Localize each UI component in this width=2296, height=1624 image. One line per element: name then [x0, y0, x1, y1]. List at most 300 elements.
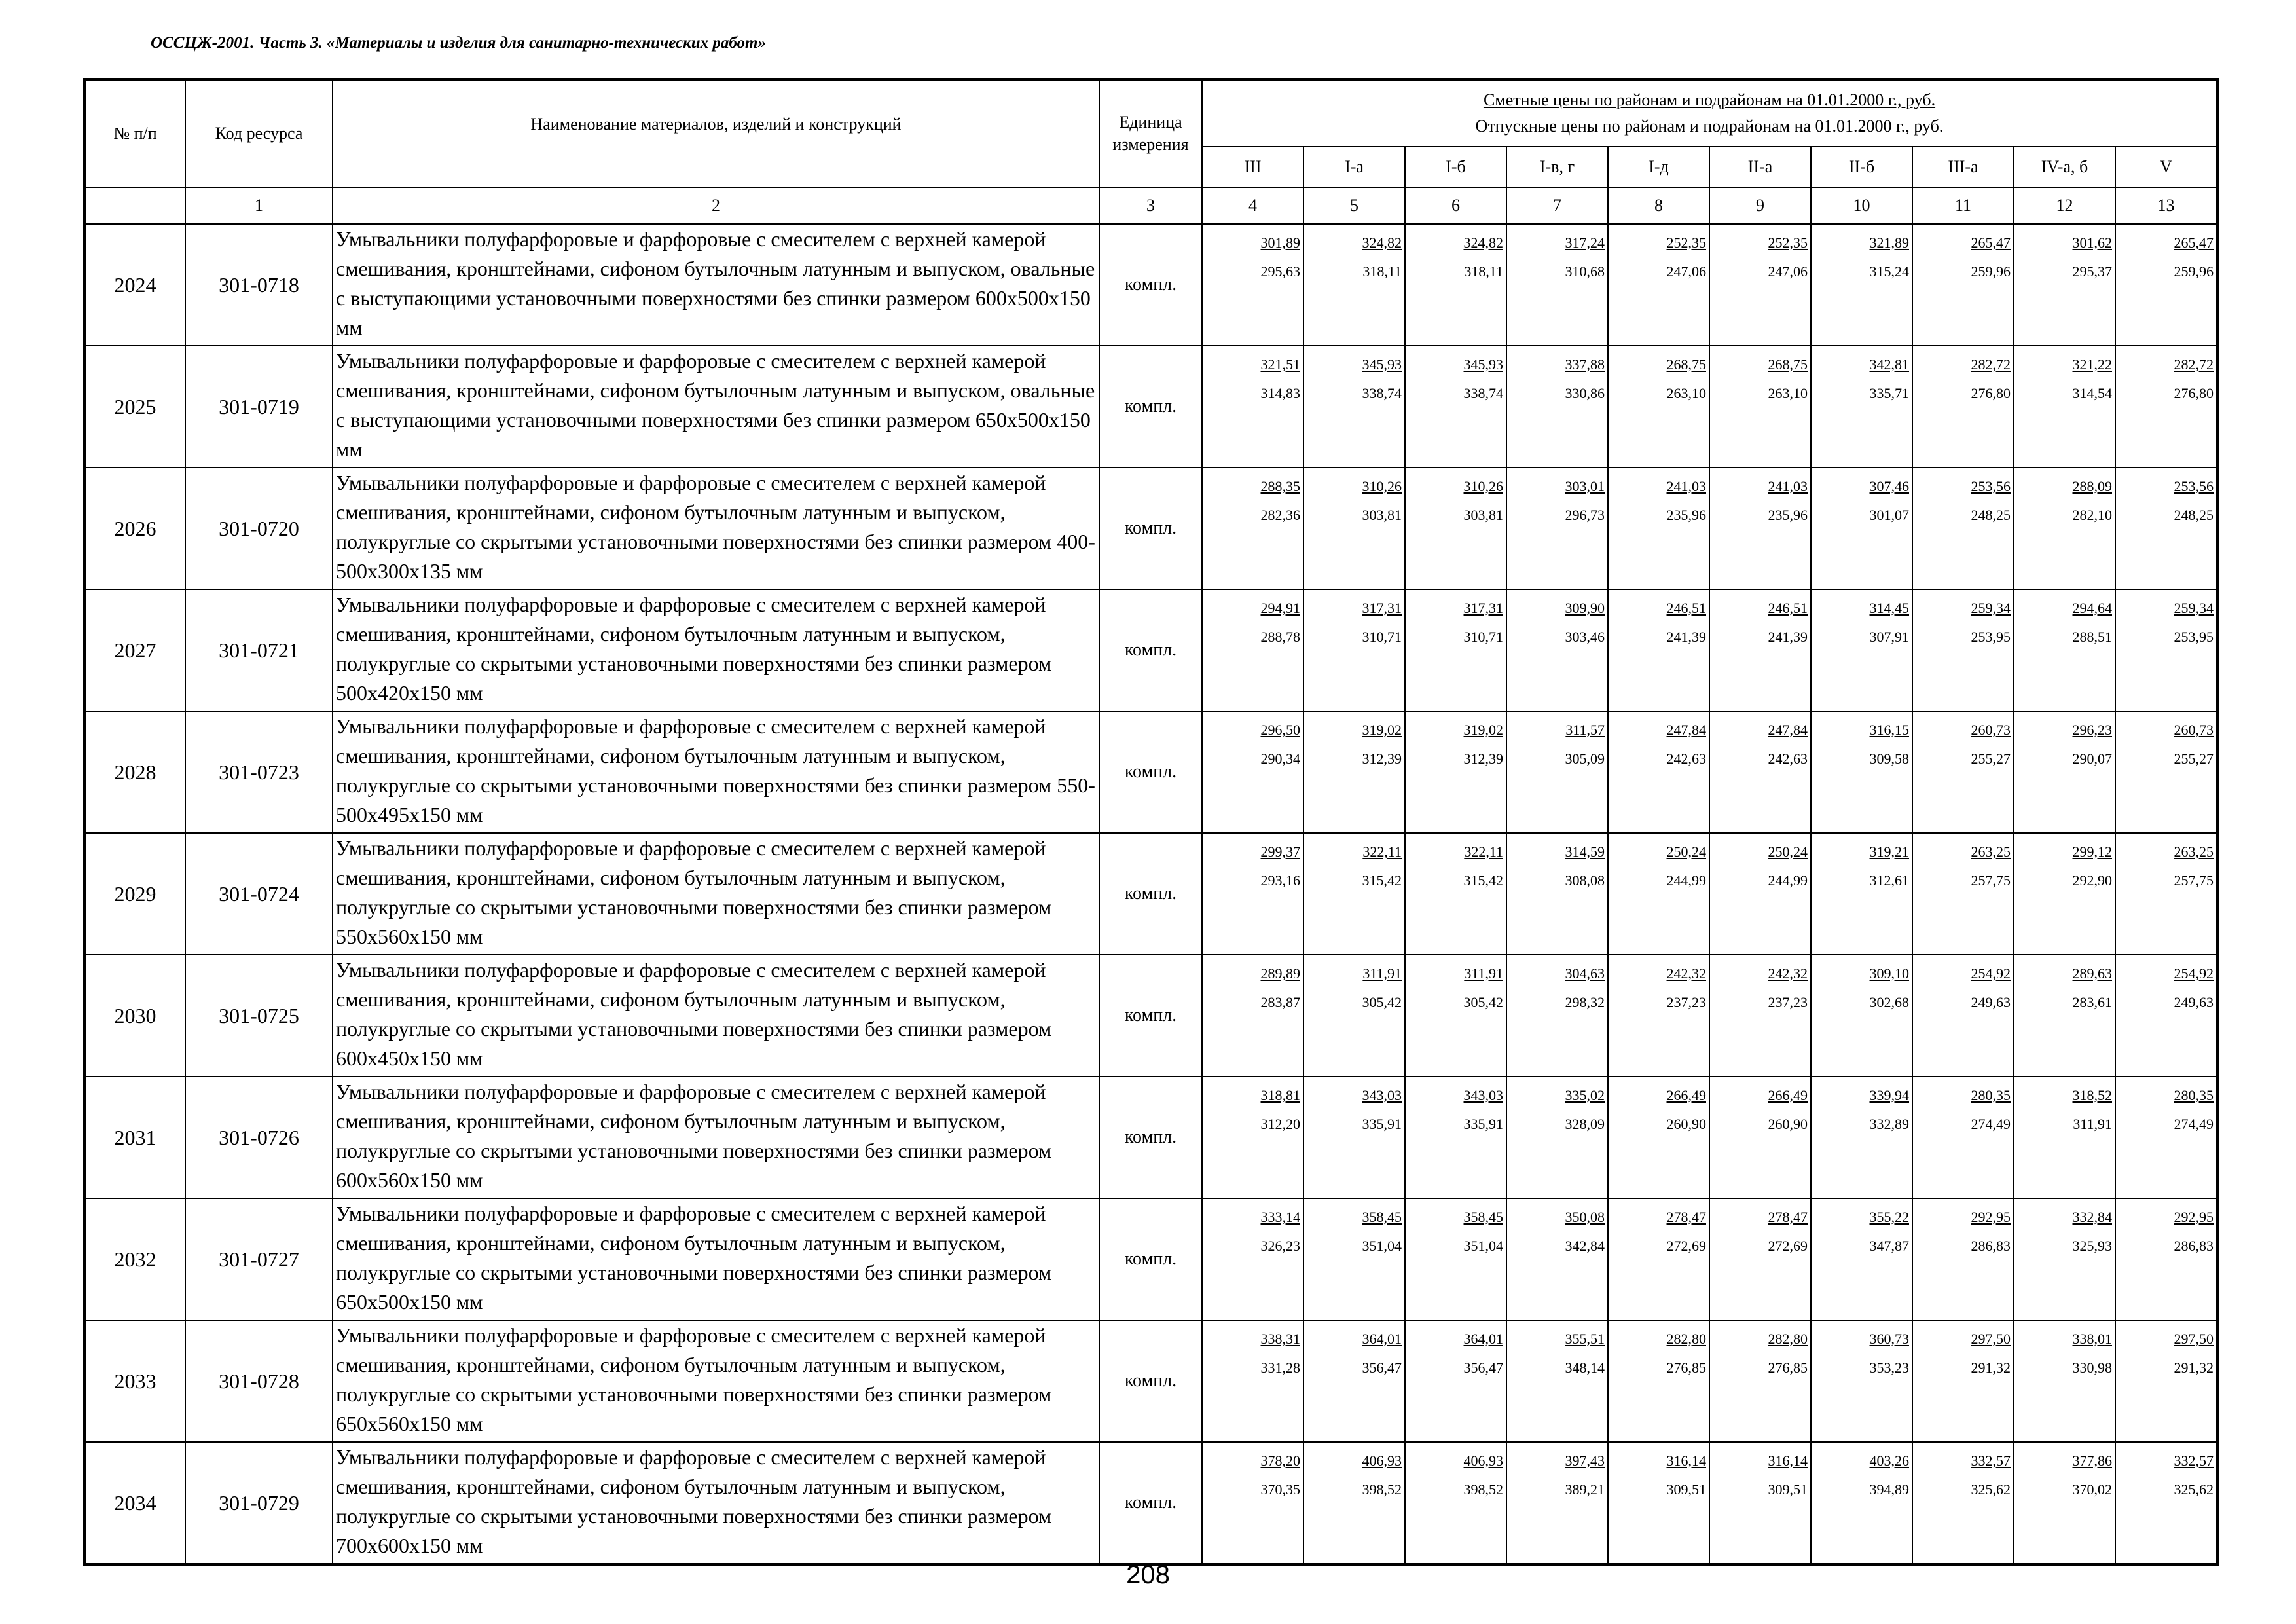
price-cell [1506, 833, 1608, 955]
release-price: 315,42 [1362, 872, 1402, 889]
region-header: I-б [1405, 147, 1506, 187]
estimate-price: 297,50 [1971, 1331, 2011, 1347]
price-cell [2014, 468, 2115, 589]
release-price: 328,09 [1565, 1116, 1605, 1132]
region-header: V [2115, 147, 2217, 187]
price-cell [1202, 1442, 1303, 1564]
unit: компл. [1099, 1442, 1202, 1564]
estimate-price: 263,25 [2174, 843, 2214, 860]
release-price: 389,21 [1565, 1481, 1605, 1498]
release-price: 303,81 [1463, 507, 1503, 523]
estimate-price: 322,11 [1464, 843, 1503, 860]
release-price: 237,23 [1768, 994, 1808, 1010]
estimate-price: 364,01 [1362, 1331, 1402, 1347]
header-prices [1202, 79, 2217, 147]
estimate-price: 253,56 [2174, 478, 2214, 494]
estimate-price: 282,80 [1666, 1331, 1706, 1347]
estimate-price: 318,81 [1260, 1087, 1300, 1103]
estimate-price: 317,24 [1565, 234, 1605, 251]
estimate-price: 339,94 [1869, 1087, 1909, 1103]
estimate-price: 377,86 [2072, 1452, 2112, 1469]
unit: компл. [1099, 833, 1202, 955]
price-cell [1506, 468, 1608, 589]
estimate-price: 266,49 [1666, 1087, 1706, 1103]
price-cell [1912, 1320, 2014, 1442]
release-price: 314,54 [2072, 385, 2112, 401]
release-price: 288,51 [2072, 629, 2112, 645]
release-price: 351,04 [1463, 1238, 1503, 1254]
table-row [84, 224, 2217, 346]
estimate-price: 299,37 [1260, 843, 1300, 860]
price-cell [1202, 346, 1303, 468]
estimate-price: 310,26 [1463, 478, 1503, 494]
unit: компл. [1099, 589, 1202, 711]
release-price: 276,80 [2174, 385, 2214, 401]
estimate-price: 299,12 [2072, 843, 2112, 860]
estimate-price: 268,75 [1768, 356, 1808, 373]
price-cell [1811, 711, 1912, 833]
release-price: 353,23 [1869, 1359, 1909, 1376]
estimate-price: 321,89 [1869, 234, 1909, 251]
price-cell [1202, 589, 1303, 711]
estimate-price: 311,91 [1362, 965, 1402, 982]
price-cell [2014, 711, 2115, 833]
release-price: 291,32 [1971, 1359, 2011, 1376]
row-number: 2031 [84, 1077, 185, 1198]
price-cell [1405, 1320, 1506, 1442]
release-price: 286,83 [1971, 1238, 2011, 1254]
estimate-price: 252,35 [1768, 234, 1808, 251]
price-cell [2014, 224, 2115, 346]
price-cell [1608, 1077, 1709, 1198]
estimate-price: 246,51 [1768, 600, 1808, 616]
release-price: 283,87 [1260, 994, 1300, 1010]
release-price: 242,63 [1666, 750, 1706, 767]
material-name: Умывальники полуфарфоровые и фарфоровые с смесителем с верхней камерой смешивания, кронштейнами, сифоном бутылочным латунным и выпуском, полукруглые со скрытыми установочными поверхностями без спинки размером 600х450х150 мм [333, 955, 1099, 1077]
price-cell [1912, 1077, 2014, 1198]
estimate-price: 322,11 [1362, 843, 1402, 860]
price-cell [2014, 1442, 2115, 1564]
row-number: 2025 [84, 346, 185, 468]
material-name: Умывальники полуфарфоровые и фарфоровые с смесителем с верхней камерой смешивания, кронштейнами, сифоном бутылочным латунным и выпуском, овальные с выступающими установочными поверхностями без спинки размером 600х500х150 мм [333, 224, 1099, 346]
region-header: II-б [1811, 147, 1912, 187]
estimate-price: 321,51 [1260, 356, 1300, 373]
estimate-price: 260,73 [1971, 722, 2011, 738]
estimate-price: 280,35 [2174, 1087, 2214, 1103]
price-cell [2115, 1320, 2217, 1442]
price-cell [2115, 1198, 2217, 1320]
estimate-price: 406,93 [1362, 1452, 1402, 1469]
release-price: 303,46 [1565, 629, 1605, 645]
release-price: 259,96 [2174, 263, 2214, 280]
price-cell [1811, 833, 1912, 955]
price-cell [1303, 1442, 1405, 1564]
estimate-price: 247,84 [1768, 722, 1808, 738]
release-price: 315,42 [1463, 872, 1503, 889]
table-row [84, 1320, 2217, 1442]
release-price: 310,71 [1463, 629, 1503, 645]
release-price: 272,69 [1768, 1238, 1808, 1254]
estimate-price: 311,91 [1464, 965, 1503, 982]
price-cell [1912, 711, 2014, 833]
table-row [84, 346, 2217, 468]
column-number: 5 [1303, 187, 1405, 224]
region-header: IV-а, б [2014, 147, 2115, 187]
resource-code: 301-0728 [185, 1320, 333, 1442]
unit: компл. [1099, 955, 1202, 1077]
header-unit: Единица измерения [1099, 79, 1202, 187]
price-cell [1709, 468, 1811, 589]
price-cell [2014, 955, 2115, 1077]
price-cell [1303, 589, 1405, 711]
estimate-price: 316,14 [1768, 1452, 1808, 1469]
price-cell [1506, 711, 1608, 833]
release-price: 241,39 [1666, 629, 1706, 645]
release-price: 276,85 [1768, 1359, 1808, 1376]
region-header: III [1202, 147, 1303, 187]
price-cell [1405, 468, 1506, 589]
table-row [84, 468, 2217, 589]
estimate-price: 282,80 [1768, 1331, 1808, 1347]
release-price: 237,23 [1666, 994, 1706, 1010]
release-price: 235,96 [1768, 507, 1808, 523]
estimate-price: 314,45 [1869, 600, 1909, 616]
column-number: 7 [1506, 187, 1608, 224]
release-price: 335,71 [1869, 385, 1909, 401]
price-cell [2115, 468, 2217, 589]
price-cell [2014, 1077, 2115, 1198]
estimate-price: 350,08 [1565, 1209, 1605, 1225]
release-price: 303,81 [1362, 507, 1402, 523]
column-number: 3 [1099, 187, 1202, 224]
price-cell [1202, 1198, 1303, 1320]
estimate-price: 265,47 [2174, 234, 2214, 251]
release-price: 249,63 [1971, 994, 2011, 1010]
price-cell [1202, 224, 1303, 346]
price-cell [1608, 833, 1709, 955]
column-number: 4 [1202, 187, 1303, 224]
unit: компл. [1099, 1320, 1202, 1442]
estimate-price: 338,01 [2072, 1331, 2112, 1347]
release-price: 325,62 [1971, 1481, 2011, 1498]
estimate-price: 321,22 [2072, 356, 2112, 373]
region-header: I-д [1608, 147, 1709, 187]
release-price: 276,85 [1666, 1359, 1706, 1376]
release-price: 283,61 [2072, 994, 2112, 1010]
price-cell [1608, 1198, 1709, 1320]
price-cell [1912, 346, 2014, 468]
release-price: 293,16 [1260, 872, 1300, 889]
release-price: 370,02 [2072, 1481, 2112, 1498]
price-cell [1303, 1077, 1405, 1198]
column-number: 12 [2014, 187, 2115, 224]
estimate-price: 337,88 [1565, 356, 1605, 373]
estimate-price: 332,57 [2174, 1452, 2214, 1469]
estimate-price: 318,52 [2072, 1087, 2112, 1103]
release-price: 342,84 [1565, 1238, 1605, 1254]
release-price: 274,49 [1971, 1116, 2011, 1132]
price-cell [1608, 711, 1709, 833]
estimate-price: 242,32 [1666, 965, 1706, 982]
release-price: 255,27 [2174, 750, 2214, 767]
price-cell [1506, 1077, 1608, 1198]
release-price: 296,73 [1565, 507, 1605, 523]
estimate-price: 309,90 [1565, 600, 1605, 616]
estimate-price: 311,57 [1565, 722, 1605, 738]
header-num: № п/п [84, 79, 185, 187]
table-row [84, 1077, 2217, 1198]
estimate-price: 289,89 [1260, 965, 1300, 982]
row-number: 2032 [84, 1198, 185, 1320]
row-number: 2030 [84, 955, 185, 1077]
material-name: Умывальники полуфарфоровые и фарфоровые с смесителем с верхней камерой смешивания, кронштейнами, сифоном бутылочным латунным и выпуском, полукруглые со скрытыми установочными поверхностями без спинки размером 650х560х150 мм [333, 1320, 1099, 1442]
column-number: 13 [2115, 187, 2217, 224]
estimate-price: 335,02 [1565, 1087, 1605, 1103]
material-name: Умывальники полуфарфоровые и фарфоровые с смесителем с верхней камерой смешивания, кронштейнами, сифоном бутылочным латунным и выпуском, полукруглые со скрытыми установочными поверхностями без спинки размером 400-500х300х135 мм [333, 468, 1099, 589]
estimate-price: 266,49 [1768, 1087, 1808, 1103]
release-price: 301,07 [1869, 507, 1909, 523]
estimate-price: 324,82 [1362, 234, 1402, 251]
price-cell [1811, 468, 1912, 589]
price-cell [1303, 468, 1405, 589]
release-price: 347,87 [1869, 1238, 1909, 1254]
release-price: 335,91 [1362, 1116, 1402, 1132]
estimate-price: 309,10 [1869, 965, 1909, 982]
estimate-price: 355,51 [1565, 1331, 1605, 1347]
price-cell [1912, 833, 2014, 955]
estimate-price: 332,57 [1971, 1452, 2011, 1469]
price-cell [1912, 589, 2014, 711]
price-cell [1506, 346, 1608, 468]
release-price: 325,93 [2072, 1238, 2112, 1254]
release-price: 312,39 [1362, 750, 1402, 767]
estimate-price: 343,03 [1463, 1087, 1503, 1103]
estimate-price: 324,82 [1463, 234, 1503, 251]
price-cell [1608, 955, 1709, 1077]
release-price: 305,09 [1565, 750, 1605, 767]
column-number: 11 [1912, 187, 2014, 224]
region-header: II-а [1709, 147, 1811, 187]
price-cell [1912, 224, 2014, 346]
estimate-price: 307,46 [1869, 478, 1909, 494]
release-price: 309,58 [1869, 750, 1909, 767]
price-cell [1405, 833, 1506, 955]
estimate-price: 296,50 [1260, 722, 1300, 738]
price-cell [2115, 955, 2217, 1077]
release-price: 318,11 [1464, 263, 1503, 280]
estimate-price: 268,75 [1666, 356, 1706, 373]
row-number: 2034 [84, 1442, 185, 1564]
region-header: I-в, г [1506, 147, 1608, 187]
release-price: 248,25 [1971, 507, 2011, 523]
price-cell [1709, 224, 1811, 346]
release-price: 282,36 [1260, 507, 1300, 523]
row-number: 2026 [84, 468, 185, 589]
release-price: 338,74 [1362, 385, 1402, 401]
estimate-price: 345,93 [1362, 356, 1402, 373]
estimate-price: 282,72 [2174, 356, 2214, 373]
table-row [84, 955, 2217, 1077]
release-price: 315,24 [1869, 263, 1909, 280]
release-price: 291,32 [2174, 1359, 2214, 1376]
estimate-price: 288,09 [2072, 478, 2112, 494]
price-cell [1811, 955, 1912, 1077]
price-cell [1709, 1320, 1811, 1442]
price-table [83, 78, 2219, 1566]
price-cell [1912, 1198, 2014, 1320]
resource-code: 301-0720 [185, 468, 333, 589]
resource-code: 301-0719 [185, 346, 333, 468]
release-price: 309,51 [1666, 1481, 1706, 1498]
estimate-price: 296,23 [2072, 722, 2112, 738]
price-cell [1608, 589, 1709, 711]
estimate-price: 310,26 [1362, 478, 1402, 494]
estimate-price: 253,56 [1971, 478, 2011, 494]
price-cell [1912, 955, 2014, 1077]
estimate-price: 301,62 [2072, 234, 2112, 251]
price-cell [2014, 833, 2115, 955]
estimate-price: 316,14 [1666, 1452, 1706, 1469]
estimate-price: 254,92 [2174, 965, 2214, 982]
resource-code: 301-0727 [185, 1198, 333, 1320]
column-number: 10 [1811, 187, 1912, 224]
table-row [84, 711, 2217, 833]
release-price: 318,11 [1362, 263, 1402, 280]
price-cell [1506, 589, 1608, 711]
estimate-price: 343,03 [1362, 1087, 1402, 1103]
estimate-price: 333,14 [1260, 1209, 1300, 1225]
price-cell [1709, 346, 1811, 468]
estimate-price: 241,03 [1666, 478, 1706, 494]
price-cell [1303, 224, 1405, 346]
unit: компл. [1099, 346, 1202, 468]
release-price: 257,75 [2174, 872, 2214, 889]
release-price: 253,95 [1971, 629, 2011, 645]
table-row [84, 589, 2217, 711]
price-cell [2115, 346, 2217, 468]
material-name: Умывальники полуфарфоровые и фарфоровые с смесителем с верхней камерой смешивания, кронштейнами, сифоном бутылочным латунным и выпуском, полукруглые со скрытыми установочными поверхностями без спинки размером 600х560х150 мм [333, 1077, 1099, 1198]
price-cell [1405, 589, 1506, 711]
estimate-price: 292,95 [2174, 1209, 2214, 1225]
release-price: 398,52 [1463, 1481, 1503, 1498]
estimate-price: 259,34 [2174, 600, 2214, 616]
estimate-price: 319,02 [1362, 722, 1402, 738]
table-row [84, 1442, 2217, 1564]
price-cell [1303, 1320, 1405, 1442]
price-cell [2115, 1077, 2217, 1198]
release-price: 292,90 [2072, 872, 2112, 889]
material-name: Умывальники полуфарфоровые и фарфоровые с смесителем с верхней камерой смешивания, кронштейнами, сифоном бутылочным латунным и выпуском, полукруглые со скрытыми установочными поверхностями без спинки размером 500х420х150 мм [333, 589, 1099, 711]
estimate-price: 265,47 [1971, 234, 2011, 251]
price-cell [1709, 1442, 1811, 1564]
estimate-price: 282,72 [1971, 356, 2011, 373]
estimate-price: 319,02 [1463, 722, 1503, 738]
price-cell [1202, 833, 1303, 955]
material-name: Умывальники полуфарфоровые и фарфоровые с смесителем с верхней камерой смешивания, кронштейнами, сифоном бутылочным латунным и выпуском, полукруглые со скрытыми установочными поверхностями без спинки размером 650х500х150 мм [333, 1198, 1099, 1320]
price-cell [1202, 955, 1303, 1077]
estimate-price: 241,03 [1768, 478, 1808, 494]
table-row [84, 1198, 2217, 1320]
price-cell [1811, 1077, 1912, 1198]
estimate-price: 294,64 [2072, 600, 2112, 616]
resource-code: 301-0725 [185, 955, 333, 1077]
row-number: 2029 [84, 833, 185, 955]
release-price: 326,23 [1260, 1238, 1300, 1254]
header-prices-release: Отпускные цены по районам и подрайонам на 01.01.2000 г., руб. [1475, 117, 1944, 136]
unit: компл. [1099, 1198, 1202, 1320]
release-price: 241,39 [1768, 629, 1808, 645]
release-price: 260,90 [1666, 1116, 1706, 1132]
price-cell [1912, 1442, 2014, 1564]
estimate-price: 246,51 [1666, 600, 1706, 616]
estimate-price: 250,24 [1768, 843, 1808, 860]
price-cell [1202, 468, 1303, 589]
release-price: 272,69 [1666, 1238, 1706, 1254]
estimate-price: 338,31 [1260, 1331, 1300, 1347]
estimate-price: 342,81 [1869, 356, 1909, 373]
estimate-price: 247,84 [1666, 722, 1706, 738]
header-code: Код ресурса [185, 79, 333, 187]
price-cell [1608, 224, 1709, 346]
release-price: 312,20 [1260, 1116, 1300, 1132]
header-prices-estimate: Сметные цены по районам и подрайонам на 01.01.2000 г., руб. [1483, 90, 1936, 109]
release-price: 312,39 [1463, 750, 1503, 767]
estimate-price: 316,15 [1869, 722, 1909, 738]
estimate-price: 278,47 [1666, 1209, 1706, 1225]
price-cell [1202, 711, 1303, 833]
price-cell [1506, 224, 1608, 346]
release-price: 253,95 [2174, 629, 2214, 645]
release-price: 310,71 [1362, 629, 1402, 645]
estimate-price: 278,47 [1768, 1209, 1808, 1225]
release-price: 263,10 [1666, 385, 1706, 401]
release-price: 356,47 [1463, 1359, 1503, 1376]
header-name: Наименование материалов, изделий и конструкций [333, 79, 1099, 187]
release-price: 311,91 [2073, 1116, 2112, 1132]
estimate-price: 303,01 [1565, 478, 1605, 494]
material-name: Умывальники полуфарфоровые и фарфоровые с смесителем с верхней камерой смешивания, кронштейнами, сифоном бутылочным латунным и выпуском, полукруглые со скрытыми установочными поверхностями без спинки размером 550х560х150 мм [333, 833, 1099, 955]
estimate-price: 254,92 [1971, 965, 2011, 982]
price-cell [2014, 589, 2115, 711]
price-cell [1709, 1198, 1811, 1320]
resource-code: 301-0726 [185, 1077, 333, 1198]
release-price: 244,99 [1768, 872, 1808, 889]
column-number: 8 [1608, 187, 1709, 224]
row-number: 2028 [84, 711, 185, 833]
price-cell [1506, 1198, 1608, 1320]
release-price: 331,28 [1260, 1359, 1300, 1376]
price-cell [1405, 1077, 1506, 1198]
release-price: 308,08 [1565, 872, 1605, 889]
price-cell [1912, 468, 2014, 589]
estimate-price: 294,91 [1260, 600, 1300, 616]
price-cell [1303, 711, 1405, 833]
estimate-price: 317,31 [1463, 600, 1503, 616]
release-price: 286,83 [2174, 1238, 2214, 1254]
price-cell [1303, 346, 1405, 468]
price-cell [2115, 833, 2217, 955]
material-name: Умывальники полуфарфоровые и фарфоровые с смесителем с верхней камерой смешивания, кронштейнами, сифоном бутылочным латунным и выпуском, полукруглые со скрытыми установочными поверхностями без спинки размером 700х600х150 мм [333, 1442, 1099, 1564]
price-cell [1202, 1077, 1303, 1198]
release-price: 288,78 [1260, 629, 1300, 645]
price-cell [1506, 1320, 1608, 1442]
release-price: 307,91 [1869, 629, 1909, 645]
estimate-price: 260,73 [2174, 722, 2214, 738]
price-cell [1811, 1320, 1912, 1442]
release-price: 330,98 [2072, 1359, 2112, 1376]
price-cell [1405, 224, 1506, 346]
release-price: 257,75 [1971, 872, 2011, 889]
